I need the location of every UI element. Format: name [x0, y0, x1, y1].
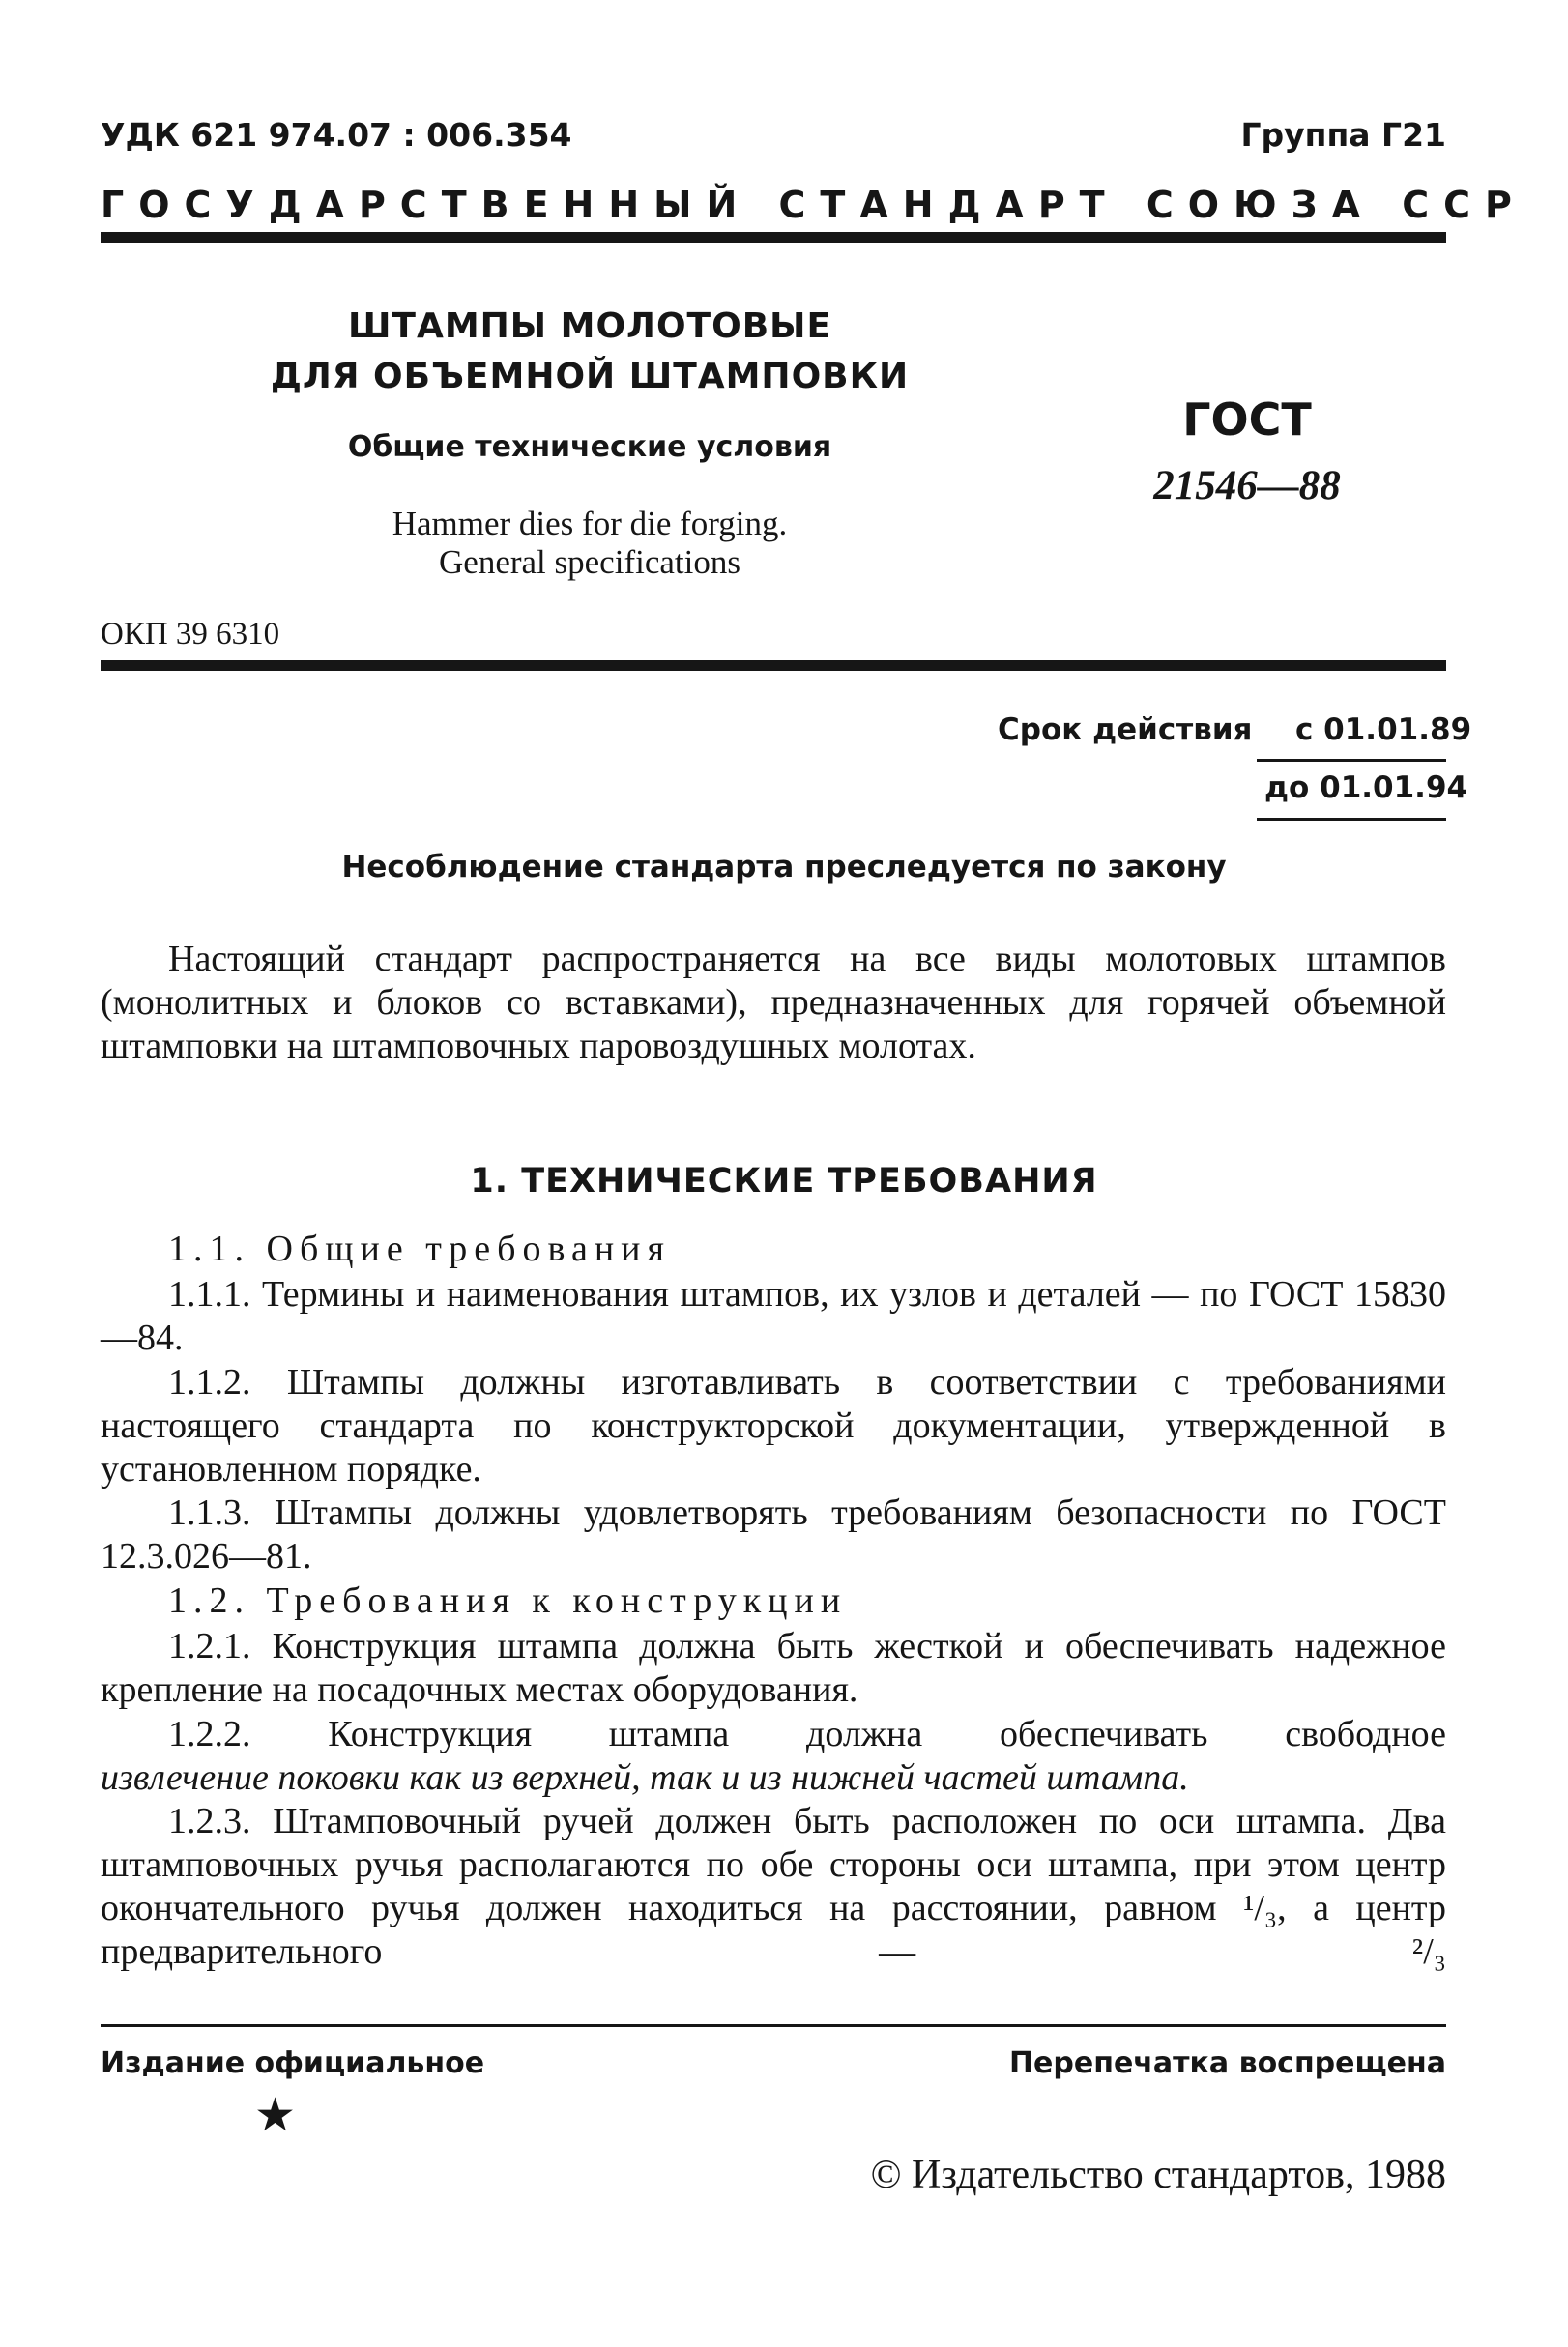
english-title-line-1: Hammer dies for die forging.: [392, 505, 788, 542]
document-title: [0, 302, 1179, 402]
official-edition: Издание официальное: [101, 2046, 485, 2080]
subsection-1-1-heading: 1.1. Общие требования: [168, 1229, 671, 1269]
title-rule: [101, 660, 1446, 671]
validity-from: с 01.01.89: [1295, 712, 1472, 747]
reprint-prohibited: Перепечатка воспрещена: [1008, 2046, 1446, 2080]
gost-label: ГОСТ: [1182, 393, 1312, 446]
legal-notice: Несоблюдение стандарта преследуется по закону: [341, 850, 1227, 884]
header-rule: [101, 232, 1446, 243]
validity-rule-1: [1257, 759, 1446, 762]
paragraph-1-1-2: 1.1.2. Штампы должны изготавливать в соответствии с требованиями настоящего стандарта по конструкторской документации, утвержденной в установленном порядке.: [101, 1362, 1446, 1490]
document-subtitle: Общие технические условия: [347, 430, 832, 464]
paragraph-1-2-2-line-1: 1.2.2. Конструкция штампа должна обеспечивать свободное: [168, 1714, 1446, 1754]
state-standard-heading: ГОСУДАРСТВЕННЫЙ СТАНДАРТ СОЮЗА ССР: [101, 184, 1526, 226]
footer-rule: [101, 2024, 1446, 2027]
paragraph-1-2-1: 1.2.1. Конструкция штампа должна быть жесткой и обеспечивать надежное крепление на посадочных местах оборудования.: [101, 1626, 1446, 1710]
intro-paragraph: Настоящий стандарт распространяется на все виды молотовых штампов (монолитных и блоков со вставками), предназначенных для горячей объемной штамповки на штамповочных паровоздушных молотах.: [101, 939, 1446, 1066]
english-title: [0, 505, 1179, 582]
english-title-line-2: General specifications: [439, 543, 740, 581]
group-code: Группа Г21: [1240, 116, 1446, 154]
paragraph-1-2-2-line-2: извлечение поковки как из верхней, так и из нижней частей штампа.: [101, 1757, 1189, 1798]
copyright-notice: © Издательство стандартов, 1988: [870, 2153, 1446, 2197]
udk-code: УДК 621 974.07 : 006.354: [101, 116, 572, 154]
validity-rule-2: [1257, 818, 1446, 821]
title-line-1: ШТАМПЫ МОЛОТОВЫЕ: [347, 306, 832, 346]
section-1-title: 1. ТЕХНИЧЕСКИЕ ТРЕБОВАНИЯ: [470, 1162, 1098, 1201]
gost-number: 21546—88: [1153, 463, 1341, 508]
paragraph-1-1-3: 1.1.3. Штампы должны удовлетворять требованиям безопасности по ГОСТ 12.3.026—81.: [101, 1492, 1446, 1577]
title-line-2: ДЛЯ ОБЪЕМНОЙ ШТАМПОВКИ: [270, 357, 910, 396]
validity-to: до 01.01.94: [1264, 770, 1468, 805]
okp-code: ОКП 39 6310: [101, 617, 280, 652]
subsection-1-2-heading: 1.2. Требования к конструкции: [168, 1580, 848, 1621]
paragraph-1-2-3: 1.2.3. Штамповочный ручей должен быть расположен по оси штампа. Два штамповочных ручья располагаются по обе стороны оси штампа, при этом центр окончательного ручья должен находиться на расстоянии, равном ¹/₃, а центр предварительного — ²/₃: [101, 1801, 1446, 1972]
validity-label: Срок действия: [998, 712, 1253, 747]
paragraph-1-1-1: 1.1.1. Термины и наименования штампов, их узлов и деталей — по ГОСТ 15830—84.: [101, 1274, 1446, 1358]
star-icon: ★: [254, 2090, 297, 2141]
